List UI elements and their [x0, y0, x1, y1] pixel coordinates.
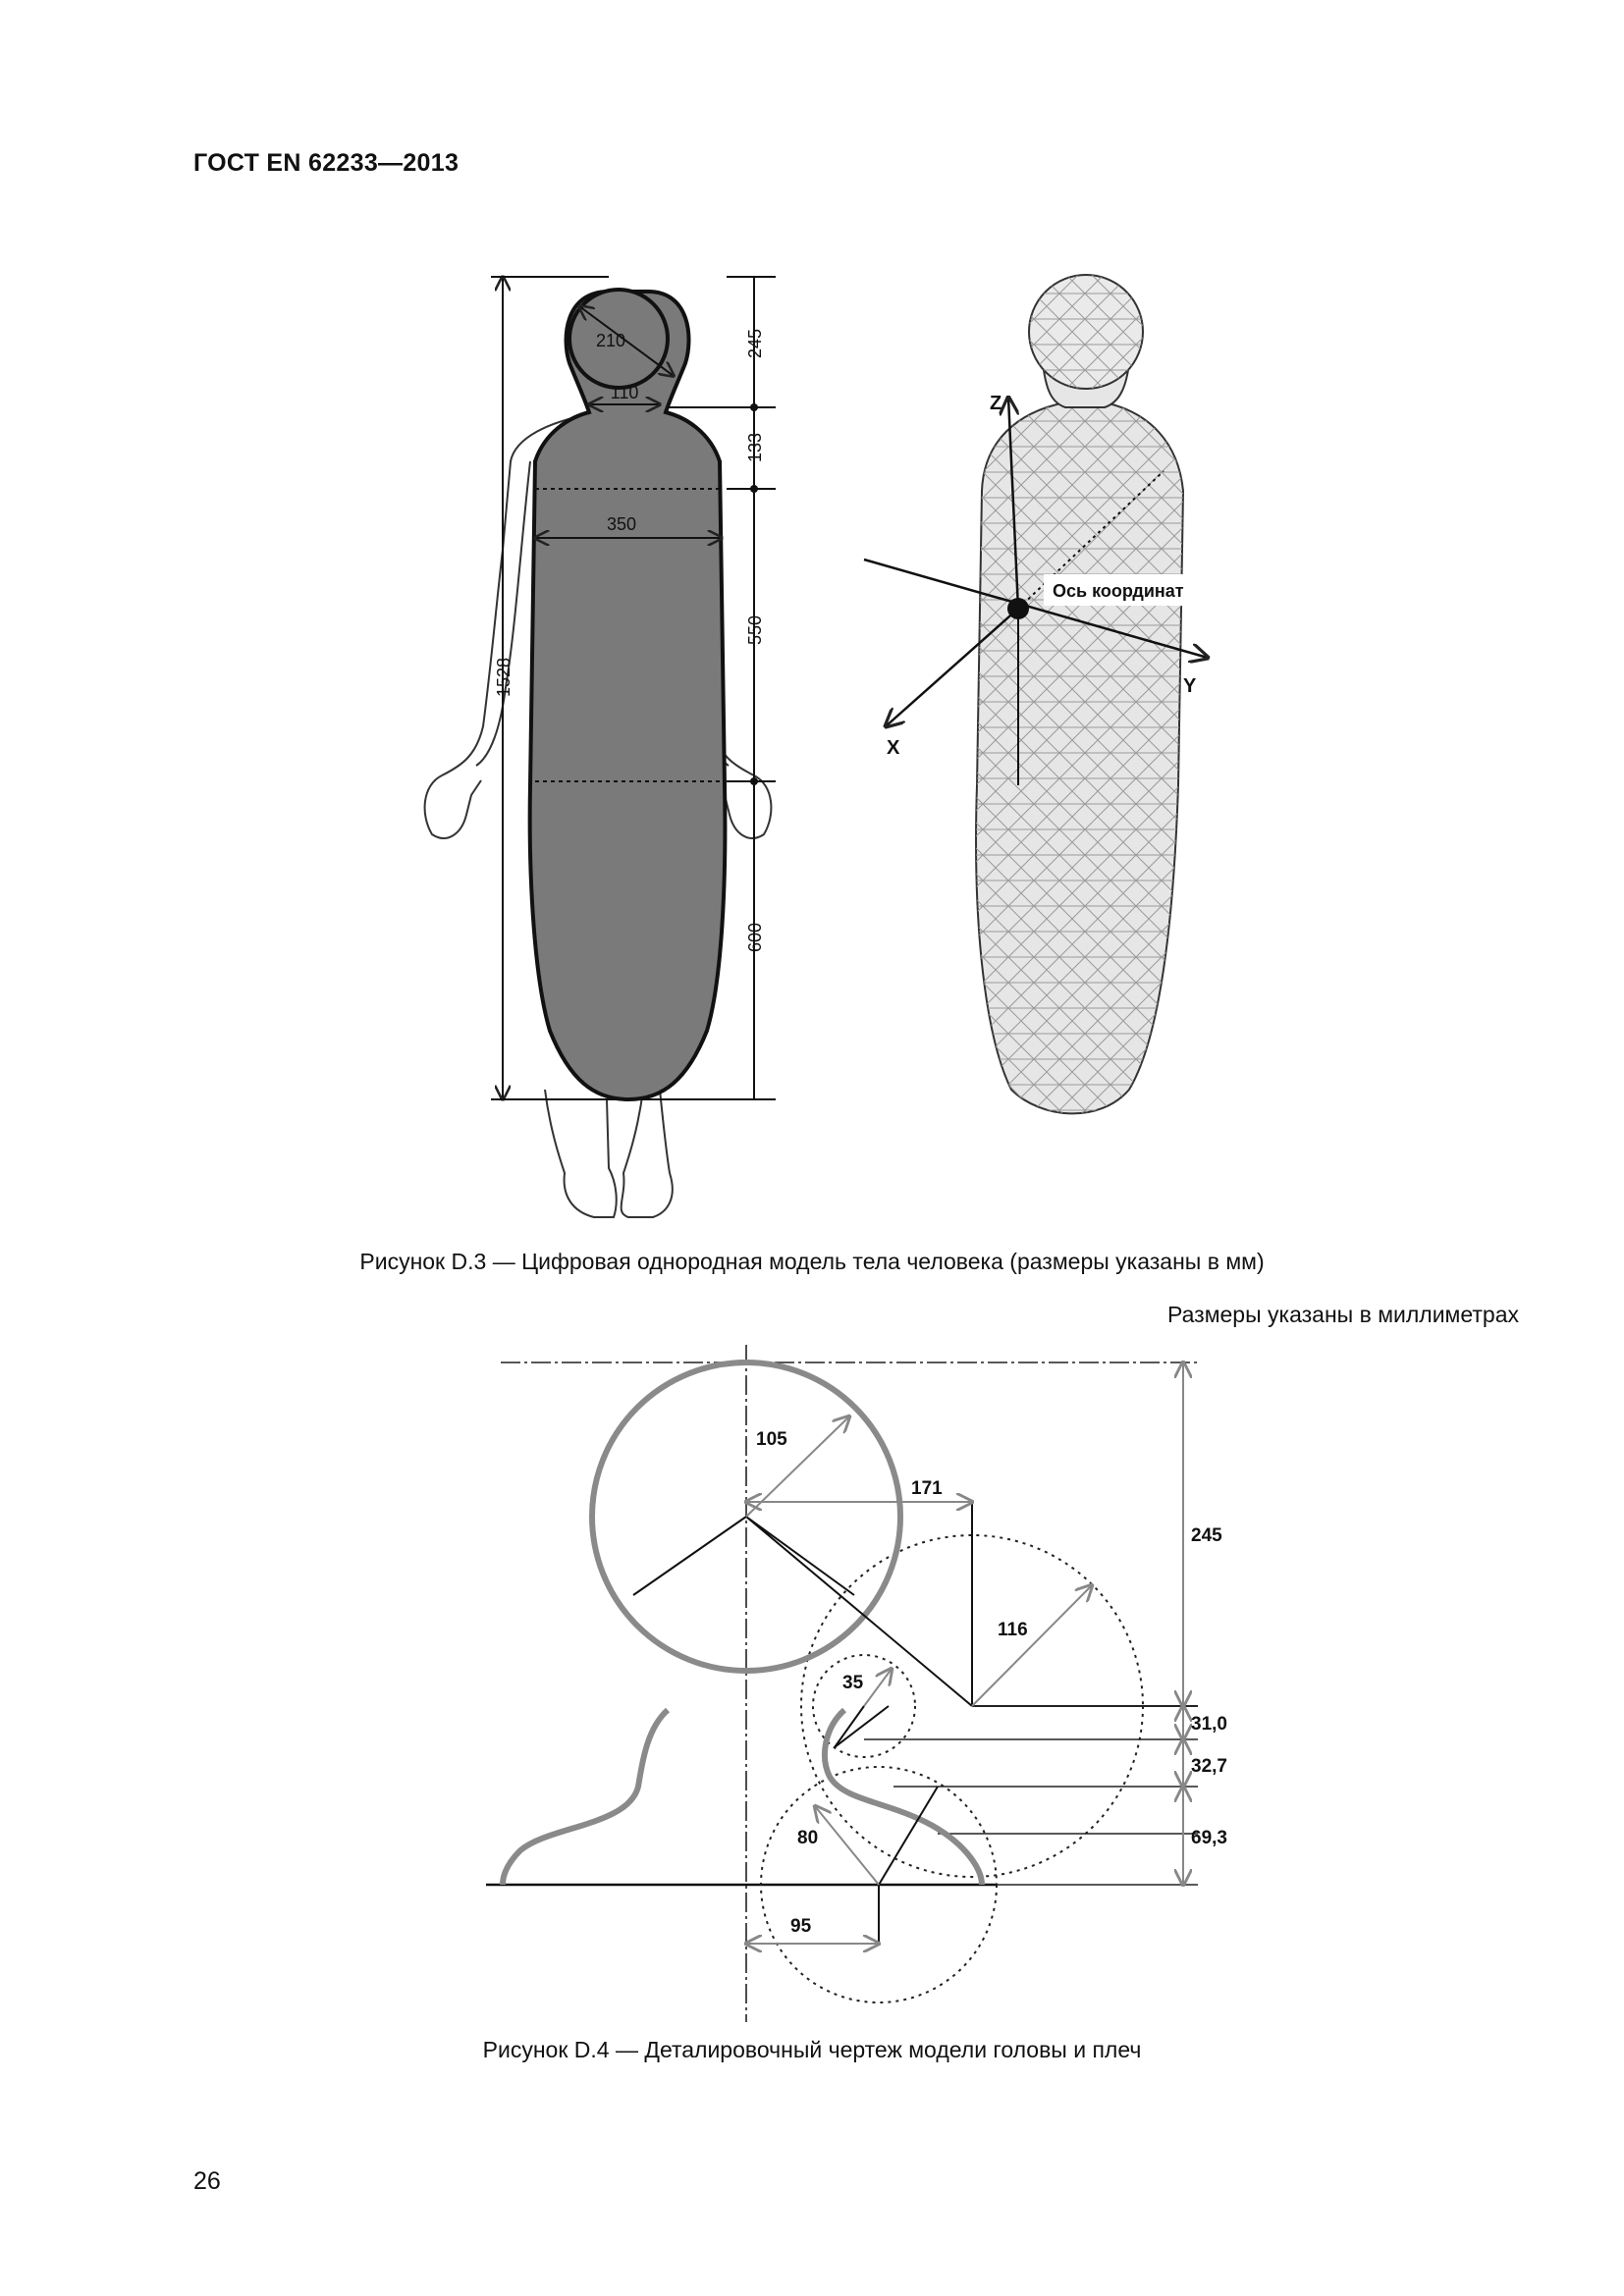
dim-radius-116: 116	[998, 1620, 1028, 1640]
dim-height-31: 31,0	[1191, 1714, 1227, 1735]
axis-z-label: Z	[990, 393, 1002, 414]
dim-head-diameter: 210	[595, 331, 626, 350]
dim-height-32: 32,7	[1191, 1756, 1227, 1777]
dim-height-69: 69,3	[1191, 1828, 1227, 1848]
figure-d3-caption: Рисунок D.3 — Цифровая однородная модель тела человека (размеры указаны в мм)	[359, 1249, 1265, 1274]
axis-origin	[1007, 598, 1029, 619]
dim-neck-width: 110	[610, 383, 639, 402]
dim-total-height: 1528	[494, 657, 514, 698]
axis-origin-label: Ось координат	[1053, 581, 1184, 601]
axis-x-label: X	[887, 737, 900, 759]
figure-d3-body-drawing	[425, 277, 776, 1217]
dim-torso-width: 350	[606, 514, 637, 534]
dim-neck-height: 133	[745, 432, 765, 463]
body-model-fill	[530, 292, 726, 1099]
dim-offset-171: 171	[911, 1478, 943, 1499]
figure-d3-mesh-model	[864, 275, 1208, 1113]
dim-height-245: 245	[1191, 1525, 1222, 1546]
dim-offset-95: 95	[790, 1916, 812, 1937]
dim-torso-height: 550	[745, 614, 765, 646]
figure-d4-drawing	[486, 1345, 1227, 2022]
dim-head-radius: 105	[756, 1429, 787, 1450]
head-shoulder-outline	[503, 1710, 982, 1885]
axis-y-label: Y	[1183, 675, 1197, 697]
document-header: ГОСТ EN 62233—2013	[193, 149, 460, 177]
dim-radius-80: 80	[797, 1828, 819, 1848]
figure-d4-units-note: Размеры указаны в миллиметрах	[1167, 1302, 1519, 1327]
page-number: 26	[193, 2167, 221, 2195]
dim-radius-35: 35	[842, 1673, 864, 1693]
figure-d4-caption: Рисунок D.4 — Деталировочный чертеж модели головы и плеч	[482, 2037, 1142, 2062]
dim-head-height: 245	[745, 328, 765, 359]
dim-legs-height: 600	[745, 922, 765, 953]
